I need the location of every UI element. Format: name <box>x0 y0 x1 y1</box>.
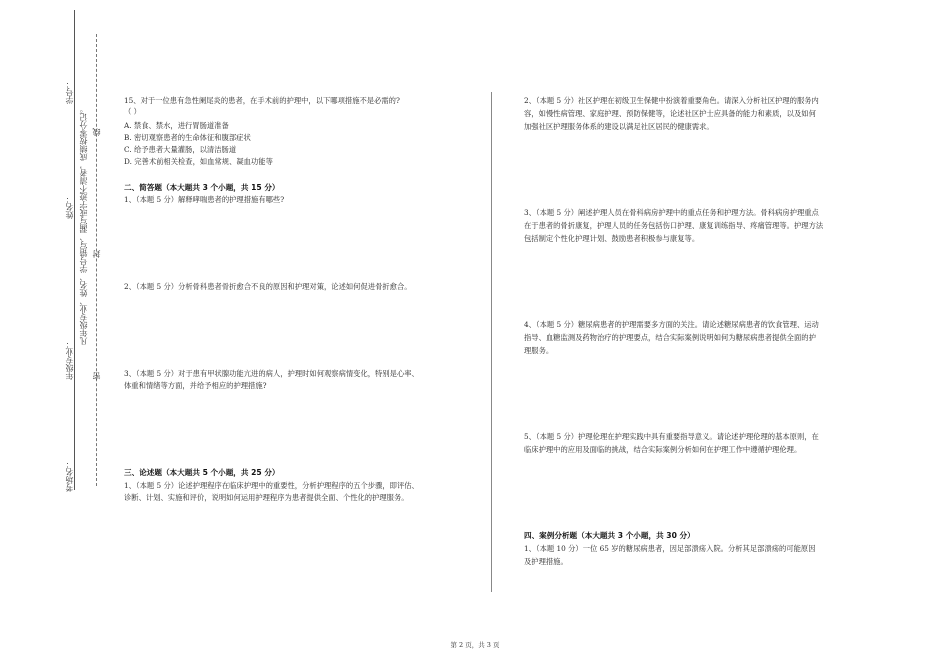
seal-feng: 封 <box>92 250 101 258</box>
q15-option-d: D. 完善术前相关检查，如血常规、凝血功能等 <box>124 157 273 166</box>
binding-warning: 凡年级专业、姓名、学号错写、漏写或字迹不清者，成绩按零分记。 <box>79 105 88 345</box>
section2-q2: 2、（本题 5 分）分析骨科患者骨折愈合不良的原因和护理对策，论述如何促进骨折愈合。 <box>124 282 412 291</box>
section3-q2-line3: 加强社区护理服务体系的建设以满足社区居民的健康需求。 <box>524 122 714 131</box>
exam-room-label: 考场名： <box>65 460 74 492</box>
q15-option-c: C. 给予患者大量灌肠，以清洁肠道 <box>124 145 237 154</box>
section3-q4-line2: 指导、血糖监测及药物治疗的护理要点，结合实际案例说明如何为糖尿病患者提供全面的护 <box>524 333 816 342</box>
student-name-label: 姓名： <box>65 195 74 219</box>
section2-q1: 1、（本题 5 分）解释哮喘患者的护理措施有哪些? <box>124 195 285 204</box>
section3-q4-line3: 理服务。 <box>524 346 554 355</box>
section3-heading: 三、论述题（本大题共 5 个小题，共 25 分） <box>124 468 280 477</box>
major-label: 年级专业： <box>65 340 74 380</box>
student-id-label: 学号： <box>65 80 74 104</box>
section2-heading: 二、简答题（本大题共 3 个小题，共 15 分） <box>124 183 280 192</box>
section3-q5-line1: 5、（本题 5 分）护理伦理在护理实践中具有重要指导意义。请论述护理伦理的基本原则，在 <box>524 432 819 441</box>
page-footer: 第 2 页，共 3 页 <box>450 641 500 649</box>
binding-line-dashed <box>96 34 97 486</box>
q15-option-b: B. 密切观察患者的生命体征和腹部症状 <box>124 133 251 142</box>
section3-q5-line2: 临床护理中的应用及面临的挑战，结合实际案例分析如何在护理工作中遵循护理伦理。 <box>524 445 802 454</box>
section3-q4-line1: 4、（本题 5 分）糖尿病患者的护理需要多方面的关注。请论述糖尿病患者的饮食管理、运动 <box>524 320 819 329</box>
section4-heading: 四、案例分析题（本大题共 3 个小题，共 30 分） <box>524 531 695 540</box>
seal-mi: 密 <box>92 372 101 380</box>
section3-q3-line1: 3、（本题 5 分）阐述护理人员在骨科病房护理中的重点任务和护理方法。骨科病房护理重点 <box>524 208 819 217</box>
section3-q2-line2: 容，如慢性病管理、家庭护理、预防保健等，论述社区护士应具备的能力和素质，以及如何 <box>524 109 816 118</box>
section3-q3-line2: 在于患者的骨折康复，护理人员的任务包括伤口护理、康复训练指导、疼痛管理等。护理方法 <box>524 221 824 230</box>
q15-stem: 15、对于一位患有急性阑尾炎的患者，在手术前的护理中，以下哪项措施不是必需的? <box>124 96 400 105</box>
q15-option-a: A. 禁食、禁水，进行胃肠道准备 <box>124 121 229 130</box>
section4-q1-line2: 及护理措施。 <box>524 557 568 566</box>
section4-q1-line1: 1、（本题 10 分）一位 65 岁的糖尿病患者，因足部溃疡入院。分析其足部溃疡的可能原因 <box>524 544 816 553</box>
section2-q3-line2: 体重和情绪等方面，并给予相应的护理措施? <box>124 381 267 390</box>
section3-q3-line3: 包括制定个性化护理计划、鼓励患者积极参与康复等。 <box>524 234 700 243</box>
q15-paren: （ ） <box>124 107 141 116</box>
section3-q1-line1: 1、（本题 5 分）论述护理程序在临床护理中的重要性，分析护理程序的五个步骤，即评估、 <box>124 481 419 490</box>
section3-q2-line1: 2、（本题 5 分）社区护理在初级卫生保健中扮演着重要角色。请深入分析社区护理的服务内 <box>524 96 819 105</box>
section2-q3-line1: 3、（本题 5 分）对于患有甲状腺功能亢进的病人，护理时如何观察病情变化，特别是心率、 <box>124 369 419 378</box>
section3-q1-line2: 诊断、计划、实施和评价，说明如何运用护理程序为患者提供全面、个性化的护理服务。 <box>124 493 409 502</box>
column-divider <box>491 92 492 592</box>
seal-xian: 线 <box>92 128 101 136</box>
